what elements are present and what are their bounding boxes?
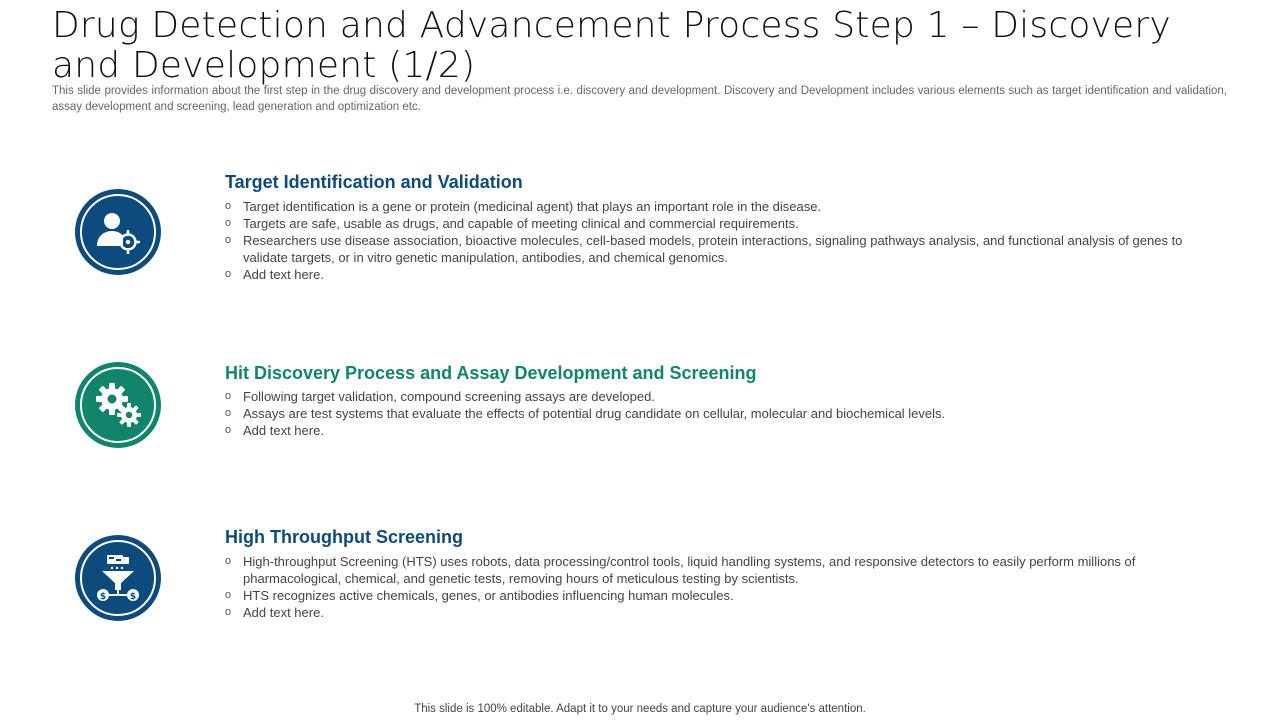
section-bullet-list xyxy=(225,388,1190,439)
slide-footer: This slide is 100% editable. Adapt it to your needs and capture your audience's attention. xyxy=(414,703,866,715)
bullet-item: o Following target validation, compound screening assays are developed. xyxy=(225,388,1190,405)
section-icon-badge xyxy=(75,189,161,275)
slide-subtitle: This slide provides information about the first step in the drug discovery and development process i.e. discovery and development. Discovery and Development includes various elements such as target identification and validation, assay development and screening, lead generation and optimization etc. xyxy=(52,85,1227,113)
bullet-item: o Add text here. xyxy=(225,422,1190,439)
svg-text:$: $ xyxy=(129,592,137,602)
svg-text:$: $ xyxy=(99,592,107,602)
slide-title: Drug Detection and Advancement Process Step 1 – Discovery and Development (1/2) xyxy=(52,5,1171,86)
section-icon-badge xyxy=(75,535,161,621)
bullet-item: o Assays are test systems that evaluate the effects of potential drug candidate on cellular, molecular and biochemical levels. xyxy=(225,405,1190,422)
bullet-item: o Add text here. xyxy=(225,266,1190,283)
funnel-screening-icon xyxy=(90,550,146,606)
bullet-item: o Targets are safe, usable as drugs, and capable of meeting clinical and commercial requirements. xyxy=(225,215,1190,232)
section-heading: High Throughput Screening xyxy=(225,527,463,547)
section-icon-badge xyxy=(75,362,161,448)
bullet-item: o Add text here. xyxy=(225,604,1190,621)
gears-icon xyxy=(90,377,146,433)
section-heading: Target Identification and Validation xyxy=(225,172,523,192)
section-bullet-list xyxy=(225,553,1190,621)
bullet-item: o Researchers use disease association, bioactive molecules, cell-based models, protein interactions, signaling pathways analysis, and functional analysis of genes to validate targets, or in vitro genetic manipulation, antibodies, and chemical genomics. xyxy=(225,232,1190,266)
bullet-item: o Target identification is a gene or protein (medicinal agent) that plays an important role in the disease. xyxy=(225,198,1190,215)
user-target-icon xyxy=(90,204,146,260)
section-bullet-list xyxy=(225,198,1190,283)
bullet-item: o HTS recognizes active chemicals, genes, or antibodies influencing human molecules. xyxy=(225,587,1190,604)
bullet-item: o High-throughput Screening (HTS) uses robots, data processing/control tools, liquid handling systems, and responsive detectors to easily perform millions of pharmacological, chemical, and genetic tests, removing hours of meticulous testing by scientists. xyxy=(225,553,1190,587)
section-heading: Hit Discovery Process and Assay Development and Screening xyxy=(225,363,757,383)
